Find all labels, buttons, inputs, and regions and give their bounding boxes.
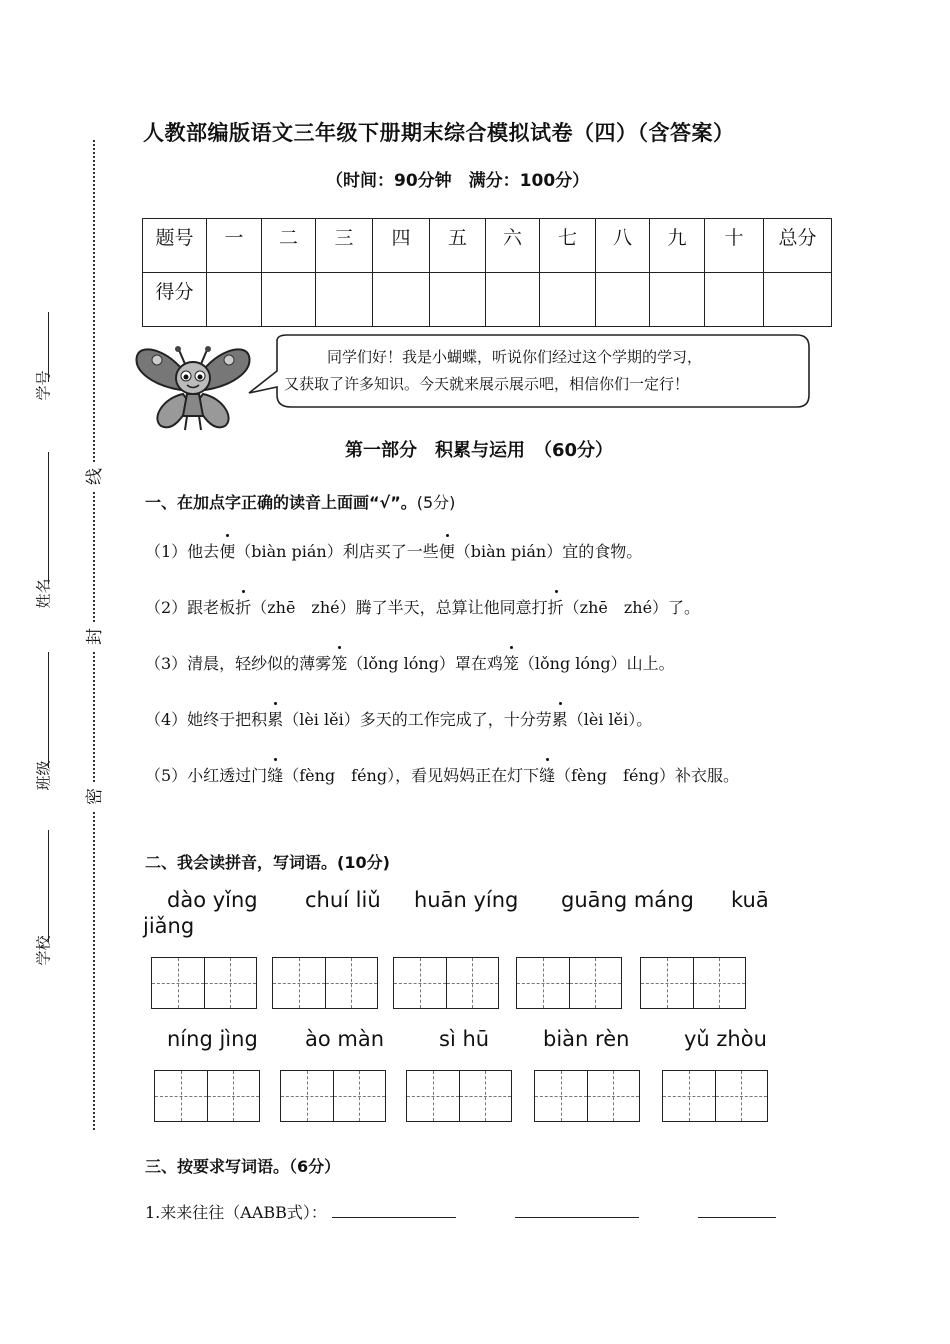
dotted-character[interactable]: 笼 xyxy=(503,648,519,680)
side-label-class: 班级 xyxy=(34,760,53,791)
dotted-character[interactable]: 便 xyxy=(439,536,455,568)
dotted-character[interactable]: 折 xyxy=(235,592,251,624)
butterfly-mascot-icon xyxy=(133,342,253,434)
question-1-heading: 一、在加点字正确的读音上面画“√”。(5分) xyxy=(145,493,456,512)
pinyin-word: guāng máng xyxy=(561,888,694,912)
score-cell[interactable] xyxy=(207,273,262,327)
question-3-heading: 三、按要求写词语。（6分） xyxy=(145,1157,341,1176)
binding-char-line: 线 xyxy=(84,462,101,491)
class-blank[interactable] xyxy=(48,652,50,768)
question-1-item: （4）她终于把积累（lèi lěi）多天的工作完成了，十分劳累（lèi lěi）。 xyxy=(145,704,810,736)
writing-grid[interactable] xyxy=(154,1070,260,1122)
bubble-line-2: 又获取了许多知识。今天就来展示展示吧，相信你们一定行！ xyxy=(284,375,690,393)
score-header-cell: 七 xyxy=(540,219,596,273)
question-1-item: （5）小红透过门缝（fèng féng），看见妈妈正在灯下缝（fèng féng）补衣服。 xyxy=(145,760,810,792)
bubble-text xyxy=(284,344,808,398)
pinyin-word: biàn rèn xyxy=(543,1027,630,1051)
school-blank[interactable] xyxy=(48,830,50,942)
pinyin-row-1 xyxy=(143,888,793,944)
pinyin-word: chuí liǔ xyxy=(305,888,381,912)
score-table-score-row xyxy=(143,273,832,327)
score-header-cell: 三 xyxy=(316,219,373,273)
score-cell[interactable] xyxy=(316,273,373,327)
score-header-cell: 一 xyxy=(207,219,262,273)
name-blank[interactable] xyxy=(48,452,50,584)
dotted-character[interactable]: 累 xyxy=(267,704,283,736)
writing-grid[interactable] xyxy=(151,957,257,1009)
writing-grid[interactable] xyxy=(393,957,499,1009)
score-header-cell: 六 xyxy=(486,219,540,273)
score-header-cell: 二 xyxy=(262,219,316,273)
score-header-cell: 四 xyxy=(373,219,430,273)
side-label-student-id: 学号 xyxy=(34,370,53,401)
score-cell[interactable] xyxy=(705,273,764,327)
score-cell[interactable] xyxy=(262,273,316,327)
pinyin-word: yǔ zhòu xyxy=(684,1027,767,1051)
writing-grid[interactable] xyxy=(406,1070,512,1122)
score-header-cell: 题号 xyxy=(143,219,207,273)
question-1-item: （2）跟老板折（zhē zhé）腾了半天，总算让他同意打折（zhē zhé）了。 xyxy=(145,592,810,624)
dotted-character[interactable]: 累 xyxy=(552,704,568,736)
pinyin-word: huān yíng xyxy=(414,888,519,912)
score-header-cell: 五 xyxy=(430,219,486,273)
side-label-school: 学校 xyxy=(34,935,53,966)
writing-grid[interactable] xyxy=(662,1070,768,1122)
pinyin-row-2 xyxy=(143,1027,793,1057)
dotted-character[interactable]: 缝 xyxy=(267,760,283,792)
pinyin-word: dào yǐng xyxy=(167,888,258,912)
writing-grid[interactable] xyxy=(640,957,746,1009)
dotted-character[interactable]: 折 xyxy=(548,592,564,624)
writing-grid[interactable] xyxy=(534,1070,640,1122)
score-cell[interactable] xyxy=(486,273,540,327)
exam-title: 人教部编版语文三年级下册期末综合模拟试卷（四）（含答案） xyxy=(143,121,735,145)
pinyin-word: sì hū xyxy=(439,1027,490,1051)
pinyin-word: ào màn xyxy=(305,1027,385,1051)
score-cell[interactable] xyxy=(430,273,486,327)
dotted-character[interactable]: 缝 xyxy=(539,760,555,792)
question-2-heading: 二、我会读拼音，写词语。(10分) xyxy=(145,853,390,872)
writing-grid[interactable] xyxy=(272,957,378,1009)
writing-grid[interactable] xyxy=(516,957,622,1009)
question-1-item: （1）他去便（biàn pián）利店买了一些便（biàn pián）宜的食物。 xyxy=(145,536,810,568)
score-header-cell: 十 xyxy=(705,219,764,273)
score-header-cell: 总分 xyxy=(764,219,832,273)
binding-char-secret: 密 xyxy=(84,782,101,811)
answer-blank[interactable] xyxy=(332,1203,456,1218)
score-cell[interactable] xyxy=(596,273,650,327)
bubble-line-1: 同学们好！我是小蝴蝶，听说你们经过这个学期的学习， xyxy=(327,348,703,366)
binding-char-seal: 封 xyxy=(84,622,101,651)
score-table xyxy=(142,218,832,327)
pinyin-word: níng jìng xyxy=(167,1027,258,1051)
score-cell[interactable] xyxy=(373,273,430,327)
score-header-cell: 九 xyxy=(650,219,705,273)
score-cell[interactable] xyxy=(650,273,705,327)
question-1-item: （3）清晨，轻纱似的薄雾笼（lǒng lóng）罩在鸡笼（lǒng lóng）山上。 xyxy=(145,648,810,680)
score-row-label: 得分 xyxy=(143,273,207,327)
answer-blank[interactable] xyxy=(515,1203,639,1218)
student-id-blank[interactable] xyxy=(48,312,50,382)
question-3-item-1: 1.来来往往（AABB式）： xyxy=(145,1197,810,1229)
dotted-character[interactable]: 便 xyxy=(219,536,235,568)
score-table-header-row xyxy=(143,219,832,273)
writing-grid[interactable] xyxy=(280,1070,386,1122)
dotted-character[interactable]: 笼 xyxy=(331,648,347,680)
answer-blank[interactable] xyxy=(698,1203,776,1218)
score-cell[interactable] xyxy=(540,273,596,327)
pinyin-word: jiǎng xyxy=(143,914,195,938)
score-cell[interactable] xyxy=(764,273,832,327)
exam-subtitle: （时间：90分钟 满分：100分） xyxy=(326,171,590,191)
side-label-name: 姓名 xyxy=(34,578,53,609)
part-one-title: 第一部分 积累与运用 （60分） xyxy=(345,440,614,461)
pinyin-word: kuā xyxy=(731,888,769,912)
score-header-cell: 八 xyxy=(596,219,650,273)
